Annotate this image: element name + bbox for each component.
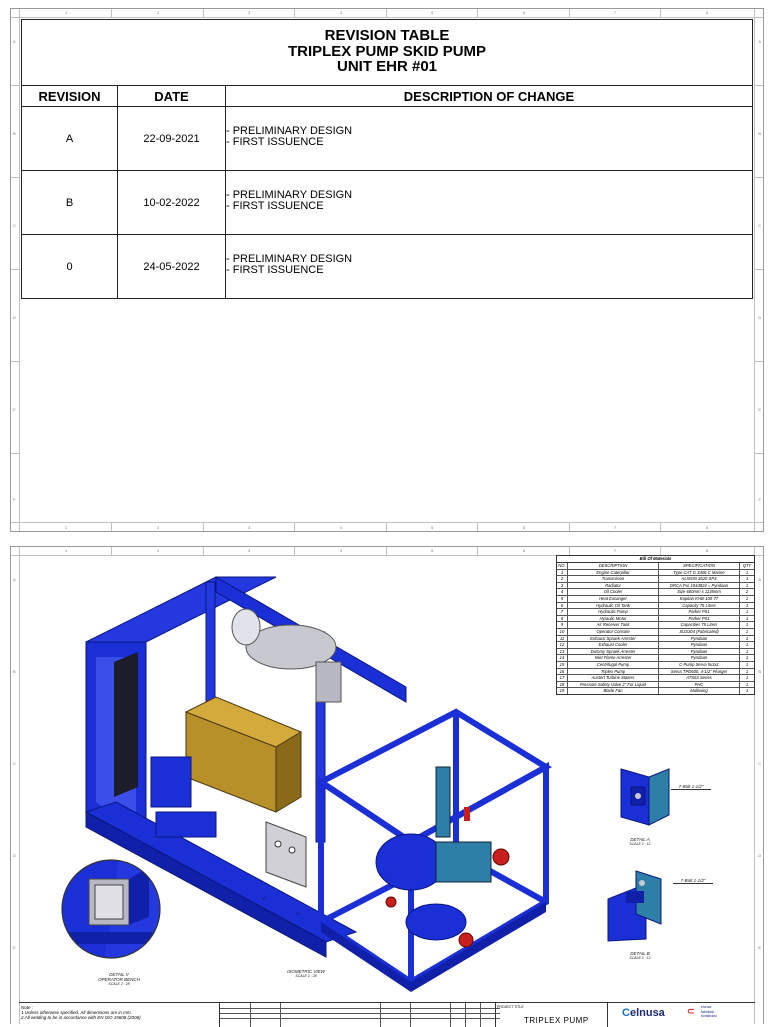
- bom-cell-qty: 1: [745, 648, 749, 654]
- revision-cell: 0: [22, 235, 118, 298]
- bom-header-qty: QTY: [742, 563, 752, 568]
- bom-cell-no: 11: [557, 636, 568, 642]
- bom-cell-description: Transmision: [568, 576, 659, 582]
- ruler-left: [11, 547, 20, 1024]
- ruler-col-label: 1: [65, 525, 68, 530]
- revision-table-header: [22, 86, 752, 107]
- bom-header-no: NO.: [557, 563, 568, 569]
- date-cell: 24-05-2022: [118, 235, 226, 298]
- bom-rows: [557, 570, 754, 694]
- bom-row: [557, 616, 754, 623]
- bom-cell-qty: 1: [745, 576, 749, 582]
- ruler-row-label: F: [13, 497, 16, 502]
- bom-cell-specification: DRCA Pur 1044824 = Pyndaan: [659, 583, 740, 589]
- ruler-col-label: 3: [248, 525, 251, 530]
- ruler-col-label: 1: [65, 548, 68, 553]
- revision-table: [21, 19, 753, 299]
- bom-row: [557, 629, 754, 636]
- bom-cell-specification: Type CAT G 3406 C Marine: [659, 570, 740, 576]
- project-title-label: PROJECT TITLE: [497, 1005, 524, 1009]
- note-head: Note :: [21, 1005, 34, 1010]
- detail-a-title: DETAIL A: [630, 837, 650, 842]
- bom-cell-qty: 1: [745, 642, 749, 648]
- bom-row: [557, 622, 754, 629]
- bom-cell-no: 13: [557, 649, 568, 655]
- ruler-row-label: D: [13, 315, 16, 320]
- bom-cell-specification: Pyndaan: [659, 655, 740, 661]
- revision-cell: B: [22, 171, 118, 234]
- bom-cell-description: Triplex Pump: [568, 669, 659, 675]
- description-line: - FIRST ISSUENCE: [226, 199, 324, 212]
- bom-cell-specification: Capacity 75 Litres: [659, 603, 740, 609]
- bom-row: [557, 609, 754, 616]
- bom-cell-qty: 1: [745, 675, 749, 681]
- bom-cell-description: Operator Console: [568, 629, 659, 635]
- bom-cell-qty: 1: [745, 635, 749, 641]
- bom-cell-description: Radiator: [568, 583, 659, 589]
- isometric-view-label: [266, 969, 346, 978]
- bom-row: [557, 596, 754, 603]
- bom-row: [557, 642, 754, 649]
- isometric-view-title: ISOMETRIC VIEW: [287, 969, 325, 974]
- bom-cell-qty: 1: [745, 681, 749, 687]
- bom-cell-qty: 1: [745, 609, 749, 615]
- detail-a-drawing: [619, 767, 679, 827]
- ruler-row-label: E: [13, 945, 16, 950]
- ruler-row-label: B: [13, 669, 16, 674]
- description-line: - FIRST ISSUENCE: [226, 135, 324, 148]
- drawing-sheet: [10, 546, 764, 1024]
- ruler-col-label: 1: [65, 10, 68, 15]
- revision-sheet: [10, 8, 764, 532]
- company-logo: [622, 1007, 665, 1019]
- bom-row: [557, 576, 754, 583]
- bom-cell-no: 3: [557, 583, 568, 589]
- isometric-view-scale: SCALE 1 : 28: [295, 974, 317, 978]
- bom-cell-description: Dummy Spraek Arrester: [568, 649, 659, 655]
- ruler-col-label: 8: [706, 10, 709, 15]
- ruler-row-label: E: [758, 407, 761, 412]
- bom-cell-specification: Multiwing: [659, 688, 740, 694]
- bom-cell-description: Heat Excanger: [568, 596, 659, 602]
- bom-cell-no: 18: [557, 682, 568, 688]
- bom-cell-qty: 1: [745, 569, 749, 575]
- fabrikasi-line: fabrikasi: [701, 1009, 715, 1014]
- ruler-col-label: 2: [157, 525, 160, 530]
- ruler-col-label: 8: [706, 525, 709, 530]
- table-row: [22, 107, 752, 171]
- bom-cell-specification: ATS63 Series: [659, 675, 740, 681]
- bom-row: [557, 662, 754, 669]
- bom-cell-no: 6: [557, 603, 568, 609]
- bom-cell-description: Exhaust Cooler: [568, 642, 659, 648]
- description-line: - PRELIMINARY DESIGN: [226, 253, 353, 265]
- project-title: TRIPLEX PUMP: [524, 1016, 589, 1025]
- bom-cell-no: 9: [557, 622, 568, 628]
- bom-cell-qty: 1: [745, 622, 749, 628]
- detail-v-title: DETAIL V: [109, 972, 129, 977]
- date-cell: 22-09-2021: [118, 107, 226, 170]
- ruler-row-label: C: [758, 761, 761, 766]
- ruler-col-label: 4: [340, 548, 343, 553]
- header-date: DATE: [118, 86, 226, 106]
- detail-b-title: DETAIL B: [630, 951, 650, 956]
- ruler-row-label: A: [758, 39, 761, 44]
- ruler-row-label: C: [13, 223, 16, 228]
- note-line: 1.Unless otherwise specified, All dimensions are in mm.: [21, 1010, 132, 1015]
- bom-cell-specification: Pyndaan: [659, 636, 740, 642]
- detail-v-label: [79, 972, 159, 986]
- bolt-a-callout: 7-Bolt 1-1/2": [671, 784, 711, 790]
- ruler-col-label: 5: [431, 10, 434, 15]
- title-line: UNIT EHR #01: [336, 58, 438, 75]
- ruler-row-label: C: [758, 223, 761, 228]
- bom-row: [557, 655, 754, 662]
- bom-cell-specification: SUS304 (Fabricated): [659, 629, 740, 635]
- bom-cell-specification: ALISON 3620 SP3: [659, 576, 740, 582]
- detail-a-scale: SCALE 1 : 12: [629, 842, 651, 846]
- title-line: REVISION TABLE: [324, 27, 450, 44]
- detail-v-circle: [59, 857, 164, 962]
- bom-cell-specification: Pyndaan: [659, 649, 740, 655]
- bom-cell-description: Pressure Safety Valve 2" For Liquid: [568, 682, 659, 688]
- ruler-row-label: B: [758, 131, 761, 136]
- bom-cell-description: Engine Caterpillar: [568, 570, 659, 576]
- bom-cell-specification: PHC: [659, 682, 740, 688]
- ruler-row-label: C: [13, 761, 16, 766]
- revision-table-title: [22, 20, 752, 86]
- bom-cell-qty: 1: [745, 661, 749, 667]
- bom-cell-description: Inlet Flame Arrester: [568, 655, 659, 661]
- ruler-col-label: 5: [431, 548, 434, 553]
- ruler-col-label: 7: [614, 10, 617, 15]
- bom-row: [557, 603, 754, 610]
- bom-cell-no: 14: [557, 655, 568, 661]
- fabrikasi-logo-icon: ⊂: [687, 1006, 695, 1016]
- description-cell: [226, 171, 752, 234]
- ruler-col-label: 2: [157, 10, 160, 15]
- fabrikasi-line: konstruksi: [701, 1014, 717, 1018]
- description-line: - PRELIMINARY DESIGN: [226, 189, 353, 201]
- bom-cell-description: Austert Turbine Staters: [568, 675, 659, 681]
- bom-cell-qty: 1: [745, 628, 749, 634]
- title-grid: [219, 1003, 500, 1027]
- bom-cell-specification: Capacities 75 Liters: [659, 622, 740, 628]
- bom-cell-no: 17: [557, 675, 568, 681]
- ruler-row-label: A: [13, 39, 16, 44]
- bom-cell-no: 12: [557, 642, 568, 648]
- detail-v-subtitle: OPERATOR BENCH: [98, 977, 140, 982]
- detail-b-scale: SCALE 1 : 12: [629, 956, 651, 960]
- description-cell: [226, 235, 752, 298]
- ruler-col-label: 7: [614, 525, 617, 530]
- bom-row: [557, 675, 754, 682]
- ruler-row-label: D: [13, 853, 16, 858]
- bom-row: [557, 589, 754, 596]
- fabrikasi-line: elnusa: [701, 1005, 712, 1009]
- description-cell: [226, 107, 752, 170]
- bom-cell-no: 16: [557, 669, 568, 675]
- note-line: 2.All welding to be in accordance with EN ISO 15608 (2006): [21, 1015, 141, 1020]
- header-description: DESCRIPTION OF CHANGE: [403, 88, 575, 104]
- bom-cell-no: 19: [557, 688, 568, 694]
- bom-cell-qty: 1: [745, 595, 749, 601]
- ruler-row-label: D: [758, 315, 761, 320]
- ruler-col-label: 4: [340, 10, 343, 15]
- ruler-row-label: E: [758, 945, 761, 950]
- detail-b-drawing: [606, 869, 676, 944]
- ruler-col-label: 3: [248, 548, 251, 553]
- bom-cell-specification: Parker P51: [659, 609, 740, 615]
- description-line: - PRELIMINARY DESIGN: [226, 125, 353, 137]
- detail-v-scale: SCALE 2 : 28: [108, 982, 130, 986]
- bom-header-row: [557, 563, 754, 570]
- bom-cell-qty: 1: [745, 602, 749, 608]
- bom-cell-description: Oil Cooler: [568, 589, 659, 595]
- title-line: TRIPLEX PUMP SKID PUMP: [287, 42, 487, 60]
- revision-cell: A: [22, 107, 118, 170]
- ruler-col-label: 6: [523, 525, 526, 530]
- view-marker-a: A: [296, 911, 300, 916]
- bom-cell-specification: Kopitan KHB-100-77: [659, 596, 740, 602]
- bom-cell-description: Exhaust Spraek Arrester: [568, 636, 659, 642]
- detail-b-label: [615, 951, 665, 960]
- bolt-b-callout: 7-Bolt 1-1/2": [673, 878, 713, 884]
- ruler-col-label: 6: [523, 10, 526, 15]
- ruler-row-label: A: [13, 577, 16, 582]
- ruler-row-label: A: [758, 577, 761, 582]
- notes: [21, 1005, 141, 1020]
- bom-cell-no: 5: [557, 596, 568, 602]
- bom-cell-specification: Parker P51: [659, 616, 740, 622]
- ruler-right: [754, 547, 763, 1024]
- bom-cell-no: 4: [557, 589, 568, 595]
- bom-cell-qty: 1: [745, 668, 749, 674]
- fabrikasi-logo-text: [701, 1005, 717, 1019]
- bom-cell-description: Blade Fan: [568, 688, 659, 694]
- header-revision: REVISION: [22, 86, 118, 106]
- detail-a-label: [615, 837, 665, 846]
- bom-title: Bill Of Materials: [557, 556, 754, 563]
- table-row: [22, 171, 752, 235]
- bom-cell-specification: Pyndaan: [659, 642, 740, 648]
- bom-row: [557, 570, 754, 577]
- ruler-top: [11, 9, 763, 18]
- bom-cell-specification: Serva TPD600, 4-1/2" Plunger: [659, 669, 740, 675]
- bom-cell-description: Hydraulic Pump: [568, 609, 659, 615]
- ruler-col-label: 5: [431, 525, 434, 530]
- bom-cell-qty: 1: [745, 688, 749, 694]
- bom-row: [557, 669, 754, 676]
- company-name: elnusa: [629, 1007, 665, 1019]
- bom-cell-qty: 1: [745, 582, 749, 588]
- bom-cell-no: 15: [557, 662, 568, 668]
- date-cell: 10-02-2022: [118, 171, 226, 234]
- ruler-col-label: 4: [340, 525, 343, 530]
- bom-cell-no: 8: [557, 616, 568, 622]
- bom-cell-qty: 1: [745, 655, 749, 661]
- bom-cell-specification: C-Pump Serva 5x3x1: [659, 662, 740, 668]
- view-marker-v: V: [262, 896, 266, 901]
- bom-cell-qty: 2: [745, 589, 749, 595]
- bom-cell-description: Centrifugal Pump: [568, 662, 659, 668]
- bom-cell-description: Air Receiver Tank: [568, 622, 659, 628]
- bom-cell-no: 7: [557, 609, 568, 615]
- bom-cell-description: Hydraulic Oil Tank: [568, 603, 659, 609]
- ruler-row-label: E: [13, 407, 16, 412]
- bom-cell-no: 1: [557, 570, 568, 576]
- bom-cell-no: 10: [557, 629, 568, 635]
- ruler-row-label: B: [13, 131, 16, 136]
- bom-row: [557, 649, 754, 656]
- logo-swirl-icon: C: [622, 1007, 630, 1019]
- ruler-row-label: B: [758, 669, 761, 674]
- description-line: - FIRST ISSUENCE: [226, 263, 324, 276]
- ruler-col-label: 8: [706, 548, 709, 553]
- bill-of-materials: [556, 555, 755, 695]
- ruler-col-label: 2: [157, 548, 160, 553]
- bom-cell-no: 2: [557, 576, 568, 582]
- bom-header-description: DESCRIPTION: [568, 563, 659, 569]
- ruler-col-label: 3: [248, 10, 251, 15]
- title-block: [19, 1002, 755, 1027]
- ruler-bottom: [11, 522, 763, 531]
- bom-row: [557, 688, 754, 694]
- bom-row: [557, 583, 754, 590]
- ruler-row-label: D: [758, 853, 761, 858]
- bom-header-specification: SPECIFICATION: [659, 563, 740, 569]
- bom-cell-specification: Size 600mm x 1135mm: [659, 589, 740, 595]
- bom-row: [557, 636, 754, 643]
- ruler-col-label: 7: [614, 548, 617, 553]
- ruler-col-label: 6: [523, 548, 526, 553]
- bom-cell-description: Hyraulic Motor: [568, 616, 659, 622]
- bom-row: [557, 682, 754, 689]
- ruler-row-label: F: [758, 497, 761, 502]
- bom-cell-qty: 1: [745, 615, 749, 621]
- table-row: [22, 235, 752, 298]
